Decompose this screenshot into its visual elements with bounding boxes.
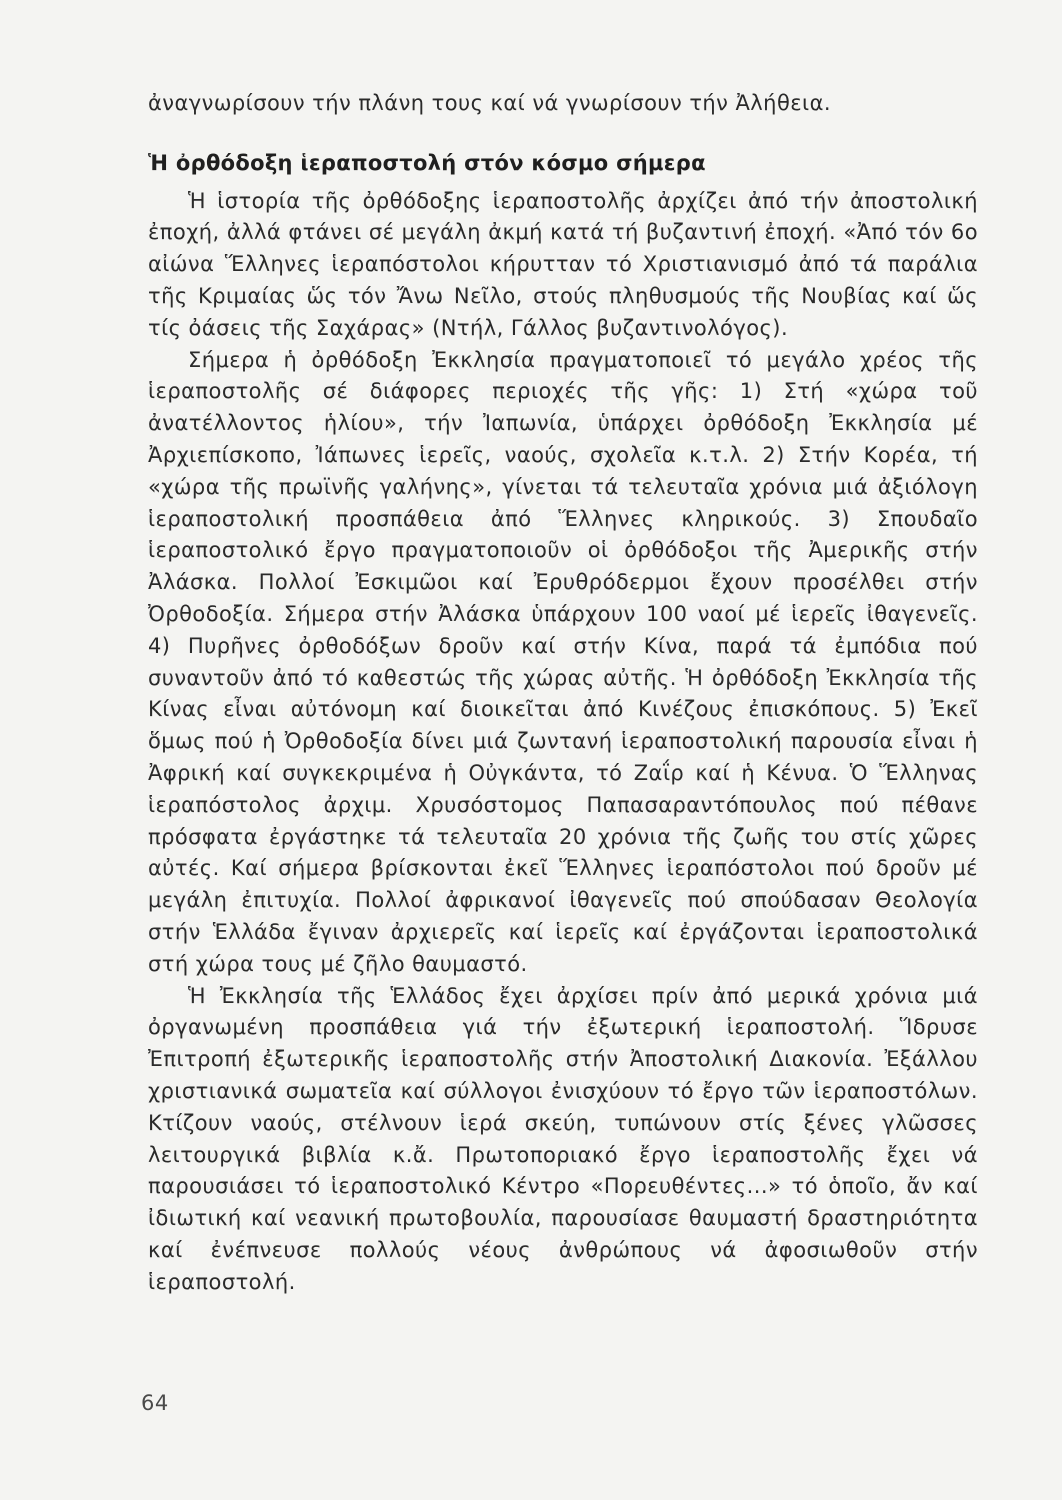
paragraph-church-of-greece: Ἡ Ἐκκλησία τῆς Ἑλλάδος ἔχει ἀρχίσει πρίν ἀπό μερικά χρόνια μιά ὀργανωμένη προσπάθεια γιά τήν ἐξωτερική ἱεραποστολή. Ἵδρυσε Ἐπιτροπή ἐξωτερικῆς ἱεραποστολῆς στήν Ἀποστολική Διακονία. Ἐξάλλου χριστιανικά σωματεῖα καί σύλλογοι ἐνισχύουν τό ἔργο τῶν ἱεραποστόλων. Κτίζουν ναούς, στέλνουν ἱερά σκεύη, τυπώνουν στίς ξένες γλῶσσες λειτουργικά βιβλία κ.ἄ. Πρωτοποριακό ἔργο ἱεραποστολῆς ἔχει νά παρουσιάσει τό ἱεραποστολικό Κέντρο «Πορευθέντες...» τό ὁποῖο, ἄν καί ἰδιωτική καί νεανική πρωτοβουλία, παρουσίασε θαυμαστή δραστηριότητα καί ἐνέπνευσε πολλούς νέους ἀνθρώπους νά ἀφοσιωθοῦν στήν ἱεραποστολή.: [148, 983, 978, 1294]
paragraph-history: Ἡ ἱστορία τῆς ὀρθόδοξης ἱεραποστολῆς ἀρχίζει ἀπό τήν ἀποστολική ἐποχή, ἀλλά φτάνει σέ μεγάλη ἀκμή κατά τή βυζαντινή ἐποχή. «Ἀπό τόν 6ο αἰώνα Ἕλληνες ἱεραπόστολοι κήρυτταν τό Χριστιανισμό ἀπό τά παράλια τῆς Κριμαίας ὥς τόν Ἄνω Νεῖλο, στούς πληθυσμούς τῆς Νουβίας καί ὥς τίς ὀάσεις τῆς Σαχάρας» (Ντήλ, Γάλλος βυζαντινολόγος).: [148, 188, 978, 340]
section-heading: Ἡ ὀρθόδοξη ἱεραποστολή στόν κόσμο σήμερα: [148, 150, 706, 175]
opening-line: ἀναγνωρίσουν τήν πλάνη τους καί νά γνωρίσουν τήν Ἀλήθεια.: [148, 91, 832, 115]
text-column: [148, 88, 978, 1298]
page-number: 64: [141, 1391, 169, 1415]
paragraph-today: Σήμερα ἡ ὀρθόδοξη Ἐκκλησία πραγματοποιεῖ τό μεγάλο χρέος τῆς ἱεραποστολῆς σέ διάφορες περιοχές τῆς γῆς: 1) Στή «χώρα τοῦ ἀνατέλλοντος ἡλίου», τήν Ἰαπωνία, ὑπάρχει ὀρθόδοξη Ἐκκλησία μέ Ἀρχιεπίσκοπο, Ἰάπωνες ἱερεῖς, ναούς, σχολεῖα κ.τ.λ. 2) Στήν Κορέα, τή «χώρα τῆς πρωϊνῆς γαλήνης», γίνεται τά τελευταῖα χρόνια μιά ἀξιόλογη ἱεραποστολική προσπάθεια ἀπό Ἕλληνες κληρικούς. 3) Σπουδαῖο ἱεραποστολικό ἔργο πραγματοποιοῦν οἱ ὀρθόδοξοι τῆς Ἀμερικῆς στήν Ἀλάσκα. Πολλοί Ἐσκιμῶοι καί Ἐρυθρόδερμοι ἔχουν προσέλθει στήν Ὀρθοδοξία. Σήμερα στήν Ἀλάσκα ὑπάρχουν 100 ναοί μέ ἱερεῖς ἰθαγενεῖς. 4) Πυρῆνες ὀρθοδόξων δροῦν καί στήν Κίνα, παρά τά ἐμπόδια πού συναντοῦν ἀπό τό καθεστώς τῆς χώρας αὐτῆς. Ἡ ὀρθόδοξη Ἐκκλησία τῆς Κίνας εἶναι αὐτόνομη καί διοικεῖται ἀπό Κινέζους ἐπισκόπους. 5) Ἐκεῖ ὅμως πού ἡ Ὀρθοδοξία δίνει μιά ζωντανή ἱεραποστολική παρουσία εἶναι ἡ Ἀφρική καί συγκεκριμένα ἡ Οὐγκάντα, τό Ζαΐρ καί ἡ Κένυα. Ὁ Ἕλληνας ἱεραπόστολος ἀρχιμ. Χρυσόστομος Παπασαραντόπουλος πού πέθανε πρόσφατα ἐργάστηκε τά τελευταῖα 20 χρόνια τῆς ζωῆς του στίς χῶρες αὐτές. Καί σήμερα βρίσκονται ἐκεῖ Ἕλληνες ἱεραπόστολοι πού δροῦν μέ μεγάλη ἐπιτυχία. Πολλοί ἀφρικανοί ἰθαγενεῖς πού σπούδασαν Θεολογία στήν Ἑλλάδα ἔγιναν ἀρχιερεῖς καί ἱερεῖς καί ἐργάζονται ἱεραποστολικά στή χώρα τους μέ ζῆλο θαυμαστό.: [148, 347, 978, 976]
